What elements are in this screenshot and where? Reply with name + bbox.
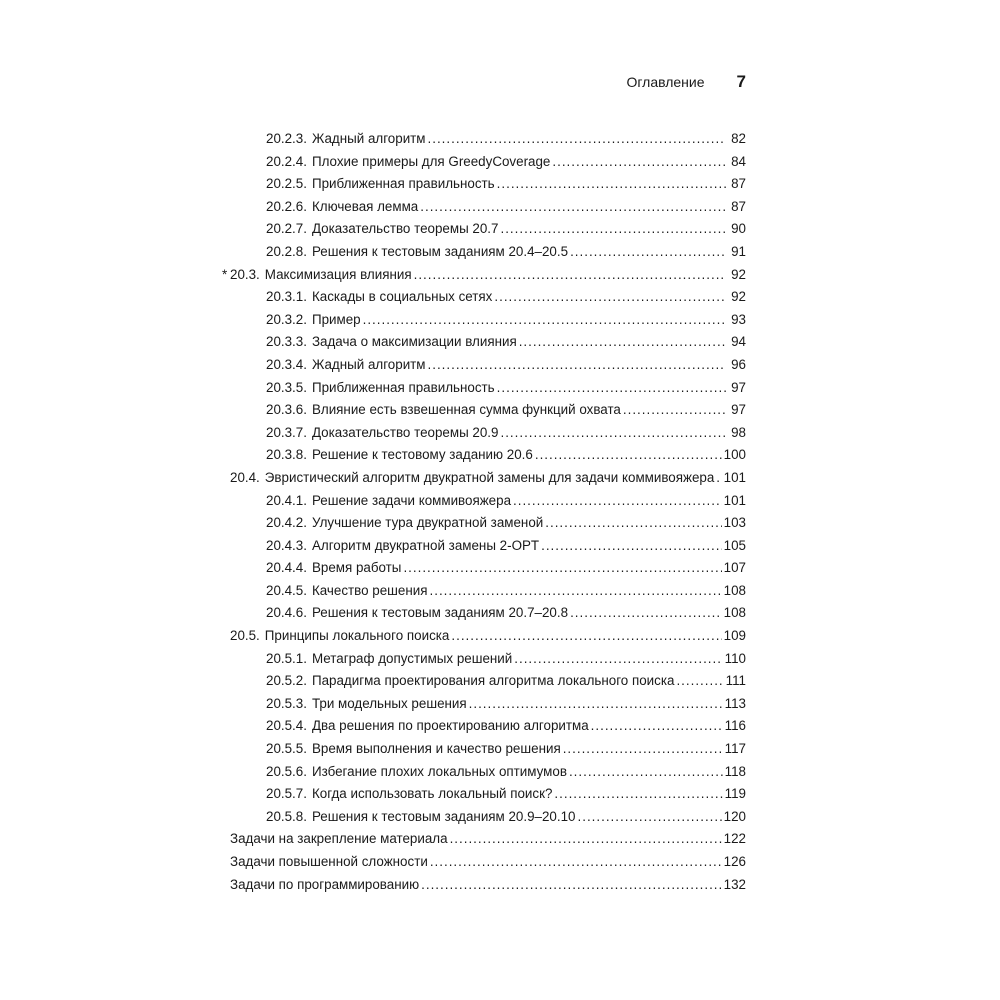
toc-entry-page: 105 [723,537,746,553]
toc-entry-page: 97 [731,402,746,418]
toc-leader-dots [716,467,721,490]
toc-entry-page: 107 [723,560,746,576]
toc-entry-page: 103 [723,515,746,531]
toc-entry-number: 20.5. [230,628,260,644]
toc-entry-page: 96 [731,356,746,372]
toc-entry-number: 20.4.4. [266,560,307,576]
toc-entry-number: 20.5.5. [266,741,307,757]
toc-entry-page: 90 [731,221,746,237]
toc-entry-title: Приближенная правильность [311,379,495,395]
toc-entry-title: Решения к тестовым заданиям 20.9–20.10 [311,808,576,824]
toc-leader-dots [513,490,722,513]
toc-entry-number: 20.5.8. [266,808,307,824]
toc-leader-dots [554,783,722,806]
toc-entry-number: 20.5.1. [266,650,307,666]
toc-leader-dots [519,331,726,354]
toc-entry[interactable] [222,196,746,219]
toc-entry-page: 108 [723,605,746,621]
toc-entry-title: Доказательство теоремы 20.9 [311,424,499,440]
toc-entry-number: 20.5.3. [266,695,307,711]
toc-leader-dots [500,218,726,241]
toc-entry[interactable] [222,286,746,309]
toc-entry[interactable] [222,761,746,784]
toc-leader-dots [514,648,722,671]
toc-entry-number: 20.2.5. [266,176,307,192]
toc-entry-number: 20.4.2. [266,515,307,531]
toc-entry-number: 20.2.8. [266,243,307,259]
toc-entry-number: 20.2.4. [266,153,307,169]
toc-leader-dots [497,377,726,400]
toc-entry-number: 20.5.4. [266,718,307,734]
toc-entry-page: 100 [723,447,746,463]
toc-entry-number: 20.2.7. [266,221,307,237]
toc-entry-number: 20.4.1. [266,492,307,508]
toc-leader-dots [450,828,722,851]
toc-entry[interactable] [222,444,746,467]
page-number: 7 [736,72,746,91]
toc-entry-title: Жадный алгоритм [311,131,426,146]
toc-entry[interactable] [222,693,746,716]
toc-entry-page: 97 [731,379,746,395]
toc-entry-star: * [222,266,228,282]
toc-entry-number: 20.4.3. [266,537,307,553]
toc-entry-page: 94 [731,334,746,350]
table-of-contents [222,128,746,896]
toc-entry-number: 20.2.3. [266,131,307,146]
toc-entry-title: Жадный алгоритм [311,356,426,372]
toc-leader-dots [451,625,721,648]
toc-entry-title: Эвристический алгоритм двукратной замены для задачи коммивояжера [264,469,715,485]
running-title: Оглавление [626,74,705,90]
toc-entry-page: 101 [723,469,746,485]
toc-entry[interactable] [222,309,746,332]
toc-entry-number: 20.5.2. [266,673,307,689]
toc-entry[interactable] [222,467,746,490]
toc-entry[interactable] [222,377,746,400]
toc-entry-page: 113 [724,695,746,711]
toc-entry-page: 87 [731,176,746,192]
toc-entry-title: Парадигма проектирования алгоритма локального поиска [311,673,675,689]
toc-entry[interactable] [222,264,746,287]
toc-entry[interactable] [222,625,746,648]
toc-entry[interactable] [222,602,746,625]
toc-leader-dots [428,354,726,377]
toc-entry-number: 20.3.4. [266,356,307,372]
toc-entry-number: 20.5.7. [266,786,307,802]
toc-entry[interactable] [222,354,746,377]
toc-entry-number: 20.4.5. [266,582,307,598]
toc-leader-dots [421,874,722,897]
toc-leader-dots [403,557,721,580]
toc-entry-number: 20.3.5. [266,379,307,395]
toc-entry-page: 92 [731,266,746,282]
toc-entry-number: 20.5.6. [266,763,307,779]
toc-entry-title: Качество решения [311,582,428,598]
toc-entry-title: Максимизация влияния [264,266,412,282]
toc-entry-page: 122 [723,831,746,847]
toc-entry-page: 126 [723,854,746,869]
toc-entry[interactable] [222,512,746,535]
toc-entry[interactable] [222,399,746,422]
toc-entry-title: Задачи повышенной сложности [230,854,428,869]
toc-entry-page: 119 [724,786,746,802]
toc-leader-dots [623,399,726,422]
toc-entry-title: Решения к тестовым заданиям 20.4–20.5 [311,243,569,259]
toc-entry[interactable] [222,490,746,513]
toc-entry-title: Алгоритм двукратной замены 2-OPT [311,537,540,553]
toc-entry[interactable] [222,670,746,693]
toc-entry[interactable] [222,874,746,897]
running-head [0,72,746,94]
toc-leader-dots [430,580,722,603]
toc-entry-page: 87 [731,198,746,214]
toc-entry-title: Решение задачи коммивояжера [311,492,512,508]
toc-entry-number: 20.4.6. [266,605,307,621]
toc-entry[interactable] [222,173,746,196]
toc-entry-page: 116 [724,718,746,734]
toc-leader-dots [563,738,723,761]
toc-entry-page: 110 [724,650,746,666]
toc-leader-dots [500,422,726,445]
toc-entry-title: Ключевая лемма [311,198,419,214]
toc-leader-dots [497,173,726,196]
toc-entry[interactable] [222,738,746,761]
toc-entry-page: 117 [724,741,746,757]
toc-entry-page: 84 [731,153,746,169]
toc-entry-title: Метаграф допустимых решений [311,650,513,666]
toc-leader-dots [420,196,726,219]
toc-entry[interactable] [222,218,746,241]
toc-leader-dots [469,693,723,716]
toc-entry-title: Два решения по проектированию алгоритма [311,718,589,734]
toc-entry-page: 82 [731,131,746,146]
toc-entry-page: 101 [723,492,746,508]
toc-leader-dots [363,309,726,332]
toc-entry[interactable] [222,422,746,445]
toc-leader-dots [591,715,723,738]
toc-entry[interactable] [222,783,746,806]
toc-entry-number: 20.3.2. [266,311,307,327]
toc-leader-dots [578,806,722,829]
toc-entry-title: Приближенная правильность [311,176,495,192]
toc-entry-title: Влияние есть взвешенная сумма функций охвата [311,402,621,418]
toc-entry[interactable] [222,715,746,738]
toc-leader-dots [535,444,722,467]
toc-entry[interactable] [222,580,746,603]
toc-entry-title: Три модельных решения [311,695,467,711]
toc-entry[interactable] [222,851,746,874]
toc-entry-title: Решение к тестовому заданию 20.6 [311,447,533,463]
toc-entry-title: Задачи на закрепление материала [230,831,448,847]
toc-entry[interactable] [222,806,746,829]
toc-entry-number: 20.3.6. [266,402,307,418]
toc-entry[interactable] [222,648,746,671]
toc-entry-page: 92 [731,289,746,305]
toc-entry-title: Каскады в социальных сетях [311,289,493,305]
toc-leader-dots [428,128,726,151]
toc-entry-title: Задача о максимизации влияния [311,334,517,350]
toc-entry-page: 91 [731,243,746,259]
toc-entry-title: Решения к тестовым заданиям 20.7–20.8 [311,605,569,621]
toc-entry-page: 120 [723,808,746,824]
toc-entry-number: 20.2.6. [266,198,307,214]
toc-entry-title: Принципы локального поиска [264,628,450,644]
toc-entry-page: 108 [723,582,746,598]
toc-leader-dots [494,286,726,309]
toc-entry-number: 20.3.3. [266,334,307,350]
toc-leader-dots [570,241,726,264]
toc-entry[interactable] [222,535,746,558]
toc-leader-dots [552,151,726,174]
toc-leader-dots [570,602,722,625]
toc-entry-number: 20.3.7. [266,424,307,440]
toc-entry-title: Задачи по программированию [230,876,420,892]
toc-entry-page: 98 [731,424,746,440]
toc-entry-title: Доказательство теоремы 20.7 [311,221,499,237]
toc-entry[interactable] [222,557,746,580]
toc-leader-dots [676,670,723,693]
toc-entry-number: 20.3.8. [266,447,307,463]
toc-entry[interactable] [222,151,746,174]
toc-entry-title: Избегание плохих локальных оптимумов [311,763,567,779]
toc-entry-title: Пример [311,311,361,327]
toc-entry-title: Улучшение тура двукратной заменой [311,515,544,531]
toc-entry-page: 111 [725,673,746,689]
toc-entry-title: Время работы [311,560,402,576]
toc-leader-dots [545,512,721,535]
toc-entry-number: 20.4. [230,469,260,485]
toc-entry-page: 132 [723,876,746,892]
toc-entry-number: 20.3. [230,266,260,282]
toc-entry-page: 93 [731,311,746,327]
toc-entry-number: 20.3.1. [266,289,307,305]
toc-entry[interactable] [222,828,746,851]
toc-leader-dots [569,761,723,784]
toc-entry[interactable] [222,331,746,354]
toc-entry[interactable] [222,128,746,151]
toc-entry-page: 118 [724,763,746,779]
toc-entry-title: Время выполнения и качество решения [311,741,561,757]
toc-leader-dots [414,264,726,287]
toc-entry[interactable] [222,241,746,264]
toc-entry-page: 109 [723,628,746,644]
toc-leader-dots [541,535,722,558]
toc-entry-title: Плохие примеры для GreedyCoverage [311,153,551,169]
toc-entry-title: Когда использовать локальный поиск? [311,786,553,802]
toc-leader-dots [430,851,722,874]
